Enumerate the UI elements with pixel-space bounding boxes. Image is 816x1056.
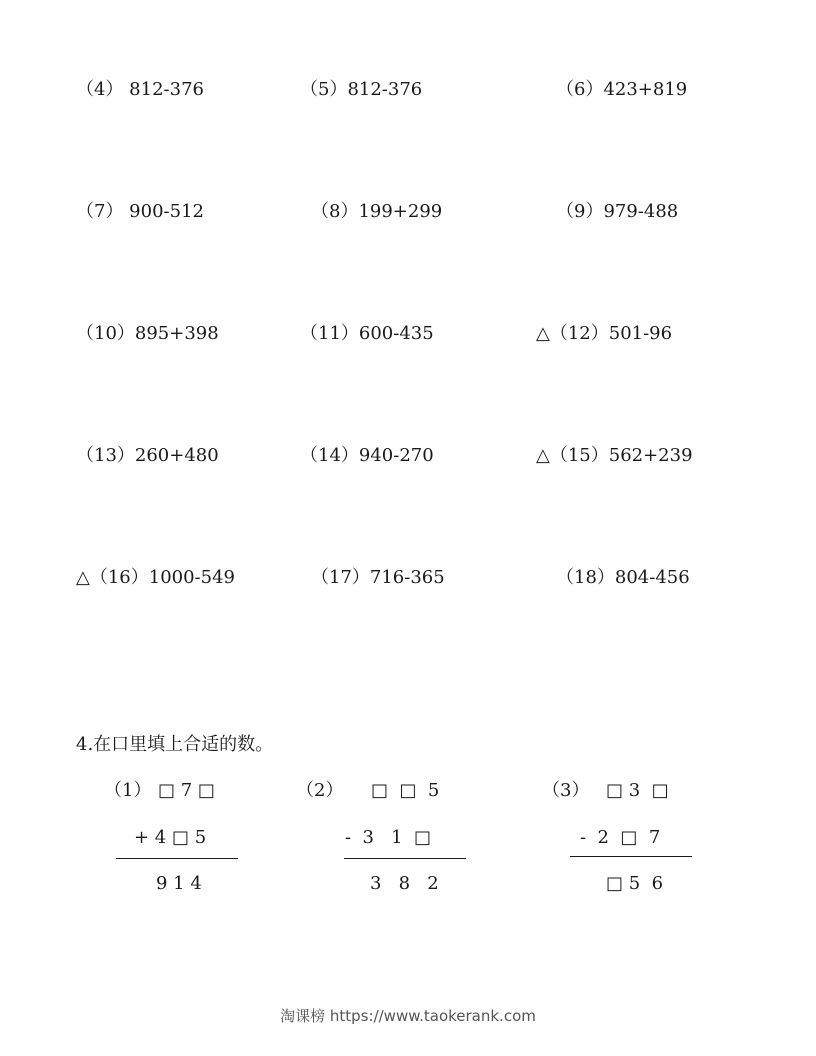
vertical-problem-3-rule xyxy=(570,856,692,857)
problem-11: （11）600-435 xyxy=(300,323,434,344)
problem-4: （4） 812-376 xyxy=(76,79,204,100)
section-4-heading: 4.在口里填上合适的数。 xyxy=(76,734,274,755)
vertical-problem-3-row1: □ 3 □ xyxy=(606,780,669,801)
problem-13: （13）260+480 xyxy=(76,445,219,466)
vertical-problem-1-label: （1） xyxy=(104,780,152,801)
problem-16: △（16）1000-549 xyxy=(76,567,235,588)
vertical-problem-2-label: （2） xyxy=(296,780,344,801)
vertical-problem-1-row1: □ 7 □ xyxy=(158,780,215,801)
vertical-problem-1-result: 9 1 4 xyxy=(156,873,202,894)
vertical-problem-1-rule xyxy=(116,858,238,859)
problem-5: （5）812-376 xyxy=(300,79,423,100)
vertical-problem-2-row1: □ □ 5 xyxy=(371,780,440,801)
problem-15: △（15）562+239 xyxy=(536,445,693,466)
vertical-problem-3-row2: - 2 □ 7 xyxy=(580,827,661,848)
problem-9: （9）979-488 xyxy=(556,201,679,222)
vertical-problem-1-row2: + 4 □ 5 xyxy=(134,827,207,848)
problem-17: （17）716-365 xyxy=(311,567,445,588)
problem-8: （8）199+299 xyxy=(311,201,443,222)
footer-watermark: 淘课榜 https://www.taokerank.com xyxy=(280,1007,536,1025)
vertical-problem-3-result: □ 5 6 xyxy=(606,873,664,894)
vertical-problem-2-row2: - 3 1 □ xyxy=(345,827,432,848)
problem-7: （7） 900-512 xyxy=(76,201,204,222)
problem-10: （10）895+398 xyxy=(76,323,219,344)
problem-14: （14）940-270 xyxy=(300,445,434,466)
vertical-problem-2-result: 3 8 2 xyxy=(370,873,439,894)
problem-6: （6）423+819 xyxy=(556,79,688,100)
vertical-problem-3-label: （3） xyxy=(542,780,590,801)
problem-12: △（12）501-96 xyxy=(536,323,673,344)
problem-18: （18）804-456 xyxy=(556,567,690,588)
vertical-problem-2-rule xyxy=(344,858,466,859)
